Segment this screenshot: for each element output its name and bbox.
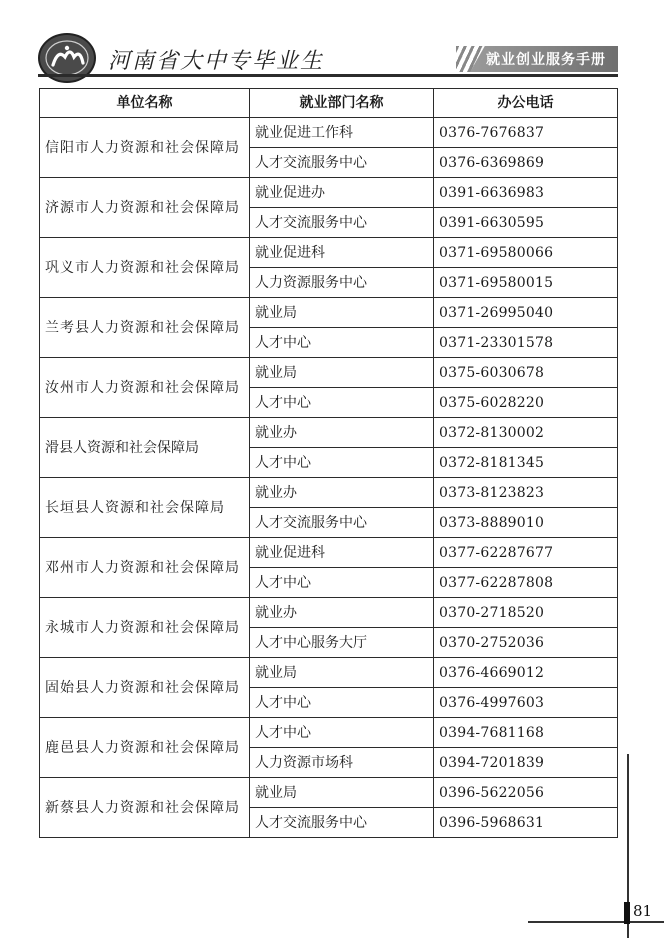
phone-cell: 0391-6630595 — [434, 208, 618, 238]
dept-name-cell: 就业办 — [250, 478, 434, 508]
table-row — [40, 538, 618, 568]
phone-cell: 0376-7676837 — [434, 118, 618, 148]
table-row — [40, 718, 618, 748]
dept-name-cell: 就业局 — [250, 298, 434, 328]
contacts-table — [39, 88, 618, 838]
dept-name-cell: 人才交流服务中心 — [250, 148, 434, 178]
phone-cell: 0377-62287677 — [434, 538, 618, 568]
org-name-cell: 汝州市人力资源和社会保障局 — [40, 358, 250, 418]
phone-cell: 0375-6030678 — [434, 358, 618, 388]
dept-name-cell: 就业促进办 — [250, 178, 434, 208]
dept-name-cell: 人才交流服务中心 — [250, 808, 434, 838]
org-name-cell: 鹿邑县人力资源和社会保障局 — [40, 718, 250, 778]
dept-name-cell: 人才中心服务大厅 — [250, 628, 434, 658]
column-header-dept: 就业部门名称 — [250, 89, 434, 118]
phone-cell: 0375-6028220 — [434, 388, 618, 418]
table-body — [40, 118, 618, 838]
dept-name-cell: 人才中心 — [250, 718, 434, 748]
phone-cell: 0396-5968631 — [434, 808, 618, 838]
page-number: 81 — [633, 902, 653, 920]
dept-name-cell: 人力资源服务中心 — [250, 268, 434, 298]
phone-cell: 0394-7681168 — [434, 718, 618, 748]
phone-cell: 0371-23301578 — [434, 328, 618, 358]
phone-cell: 0370-2752036 — [434, 628, 618, 658]
page-header — [0, 0, 664, 80]
dept-name-cell: 就业促进科 — [250, 538, 434, 568]
brand-title: 河南省大中专毕业生 — [108, 49, 325, 74]
table-row — [40, 658, 618, 688]
dept-name-cell: 就业局 — [250, 358, 434, 388]
phone-cell: 0391-6636983 — [434, 178, 618, 208]
phone-cell: 0370-2718520 — [434, 598, 618, 628]
banner-title: 就业创业服务手册 — [486, 52, 606, 68]
org-name-cell: 巩义市人力资源和社会保障局 — [40, 238, 250, 298]
table-row — [40, 478, 618, 508]
column-header-org: 单位名称 — [40, 89, 250, 118]
dept-name-cell: 就业局 — [250, 778, 434, 808]
phone-cell: 0376-6369869 — [434, 148, 618, 178]
dept-name-cell: 就业办 — [250, 418, 434, 448]
table-row — [40, 778, 618, 808]
org-name-cell: 滑县人资源和社会保障局 — [40, 418, 250, 478]
page-marker — [624, 902, 630, 924]
phone-cell: 0373-8123823 — [434, 478, 618, 508]
header-divider — [38, 74, 618, 77]
org-name-cell: 信阳市人力资源和社会保障局 — [40, 118, 250, 178]
table-row — [40, 238, 618, 268]
dept-name-cell: 人才中心 — [250, 388, 434, 418]
org-name-cell: 永城市人力资源和社会保障局 — [40, 598, 250, 658]
column-header-phone: 办公电话 — [434, 89, 618, 118]
org-name-cell: 长垣县人资源和社会保障局 — [40, 478, 250, 538]
phone-cell: 0371-69580015 — [434, 268, 618, 298]
table-row — [40, 118, 618, 148]
phone-cell: 0376-4997603 — [434, 688, 618, 718]
org-name-cell: 济源市人力资源和社会保障局 — [40, 178, 250, 238]
dept-name-cell: 人才交流服务中心 — [250, 208, 434, 238]
phone-cell: 0373-8889010 — [434, 508, 618, 538]
table-row — [40, 358, 618, 388]
phone-cell: 0372-8181345 — [434, 448, 618, 478]
table-row — [40, 598, 618, 628]
footer-horizontal-rule — [528, 921, 664, 923]
dept-name-cell: 人才中心 — [250, 568, 434, 598]
phone-cell: 0376-4669012 — [434, 658, 618, 688]
dept-name-cell: 就业办 — [250, 598, 434, 628]
phone-cell: 0394-7201839 — [434, 748, 618, 778]
phone-cell: 0396-5622056 — [434, 778, 618, 808]
org-name-cell: 邓州市人力资源和社会保障局 — [40, 538, 250, 598]
org-name-cell: 兰考县人力资源和社会保障局 — [40, 298, 250, 358]
dept-name-cell: 人力资源市场科 — [250, 748, 434, 778]
dept-name-cell: 人才中心 — [250, 688, 434, 718]
table-row — [40, 178, 618, 208]
table-header-row — [40, 89, 618, 118]
org-name-cell: 新蔡县人力资源和社会保障局 — [40, 778, 250, 838]
phone-cell: 0371-26995040 — [434, 298, 618, 328]
dept-name-cell: 人才交流服务中心 — [250, 508, 434, 538]
dept-name-cell: 就业局 — [250, 658, 434, 688]
phone-cell: 0372-8130002 — [434, 418, 618, 448]
dept-name-cell: 人才中心 — [250, 328, 434, 358]
table-row — [40, 298, 618, 328]
dept-name-cell: 人才中心 — [250, 448, 434, 478]
table-row — [40, 418, 618, 448]
dept-name-cell: 就业促进科 — [250, 238, 434, 268]
dept-name-cell: 就业促进工作科 — [250, 118, 434, 148]
phone-cell: 0377-62287808 — [434, 568, 618, 598]
org-name-cell: 固始县人力资源和社会保障局 — [40, 658, 250, 718]
phone-cell: 0371-69580066 — [434, 238, 618, 268]
